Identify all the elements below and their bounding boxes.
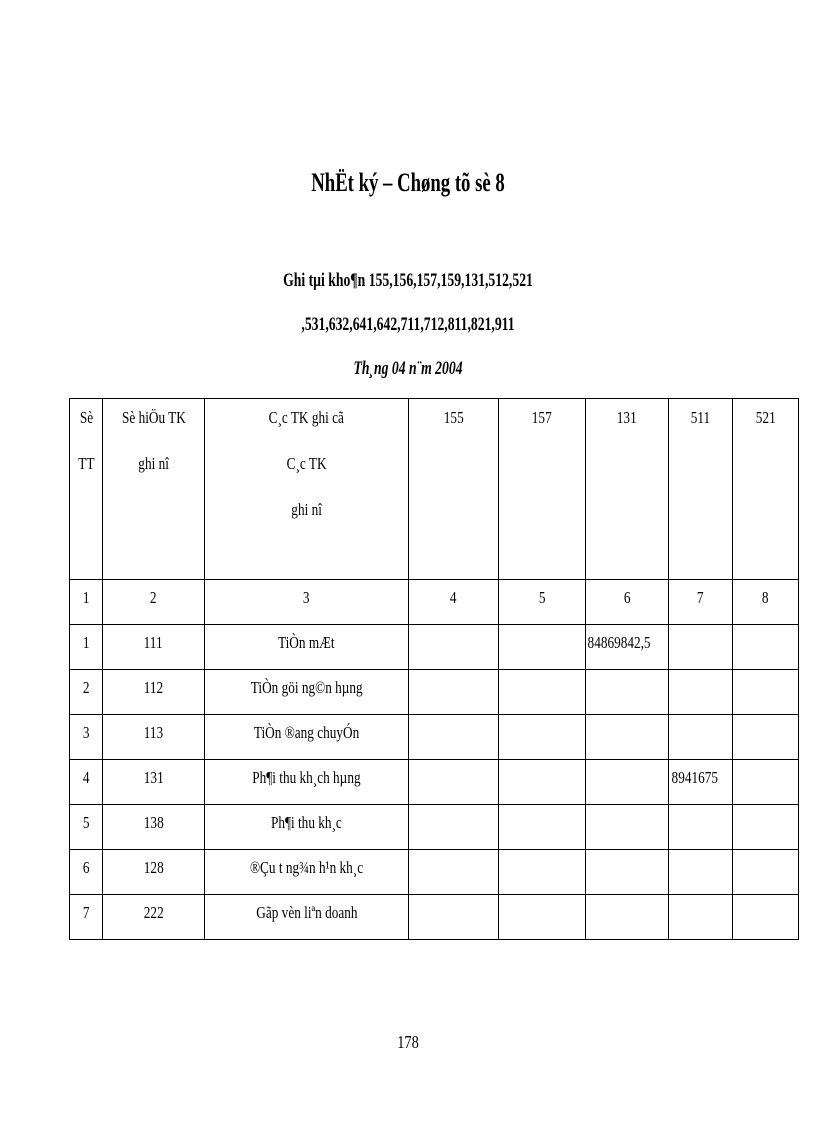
row-value-511: 8941675 [669, 760, 733, 805]
row-value-157 [499, 895, 586, 940]
row-value-157 [499, 670, 586, 715]
row-value-155 [409, 625, 499, 670]
period-label: Th¸ng 04 n¨m 2004 [353, 358, 463, 379]
column-number: 8 [733, 580, 799, 625]
table-row [70, 850, 799, 895]
row-account-number: 138 [103, 805, 205, 850]
column-number: 4 [409, 580, 499, 625]
row-account-number: 222 [103, 895, 205, 940]
row-account-name: TiÒn ®ang chuyÓn [205, 715, 409, 760]
row-value-157 [499, 625, 586, 670]
row-account-number: 128 [103, 850, 205, 895]
row-stt: 5 [70, 805, 103, 850]
header-account-157: 157 [499, 399, 586, 580]
column-number: 6 [586, 580, 669, 625]
row-stt: 2 [70, 670, 103, 715]
row-account-name: Ph¶i thu kh¸ch hµng [205, 760, 409, 805]
column-number-row [70, 580, 799, 625]
row-value-155 [409, 670, 499, 715]
journal-table [69, 398, 799, 940]
row-account-name: TiÒn mÆt [205, 625, 409, 670]
header-accounts-credit-debit: C¸c TK ghi cã C¸c TK ghi nî [205, 399, 409, 580]
row-value-521 [733, 715, 799, 760]
row-account-number: 113 [103, 715, 205, 760]
table-row [70, 625, 799, 670]
row-value-521 [733, 895, 799, 940]
subtitle-accounts-line-2: ,531,632,641,642,711,712,811,821,911 [301, 314, 515, 335]
table-row [70, 670, 799, 715]
row-value-155 [409, 760, 499, 805]
row-stt: 3 [70, 715, 103, 760]
header-account-131: 131 [586, 399, 669, 580]
row-value-131: 84869842,5 [586, 625, 669, 670]
row-value-131 [586, 805, 669, 850]
row-stt: 7 [70, 895, 103, 940]
page-number: 178 [397, 1032, 419, 1052]
row-value-511 [669, 895, 733, 940]
row-stt: 1 [70, 625, 103, 670]
header-account-511: 511 [669, 399, 733, 580]
row-value-521 [733, 625, 799, 670]
row-value-511 [669, 625, 733, 670]
row-stt: 4 [70, 760, 103, 805]
row-value-521 [733, 670, 799, 715]
header-account-number: Sè hiÖu TK ghi nî [103, 399, 205, 580]
row-value-511 [669, 670, 733, 715]
row-account-number: 111 [103, 625, 205, 670]
column-number: 1 [70, 580, 103, 625]
subtitle-accounts-line-1: Ghi tµi kho¶n 155,156,157,159,131,512,521 [283, 270, 533, 291]
row-value-157 [499, 760, 586, 805]
table-row [70, 805, 799, 850]
header-stt: Sè TT [70, 399, 103, 580]
row-value-155 [409, 895, 499, 940]
row-account-name: TiÒn göi ng©n hµng [205, 670, 409, 715]
column-number: 2 [103, 580, 205, 625]
row-value-157 [499, 805, 586, 850]
row-value-511 [669, 805, 733, 850]
row-value-131 [586, 895, 669, 940]
row-value-155 [409, 805, 499, 850]
row-value-131 [586, 760, 669, 805]
table-header-row [70, 399, 799, 580]
row-value-157 [499, 850, 586, 895]
table-row [70, 760, 799, 805]
row-value-155 [409, 850, 499, 895]
row-value-521 [733, 850, 799, 895]
row-stt: 6 [70, 850, 103, 895]
column-number: 5 [499, 580, 586, 625]
row-value-521 [733, 760, 799, 805]
row-account-number: 112 [103, 670, 205, 715]
row-value-157 [499, 715, 586, 760]
header-account-521: 521 [733, 399, 799, 580]
table-row [70, 715, 799, 760]
document-title: NhËt ký – Chøng tõ sè 8 [311, 168, 505, 197]
row-value-131 [586, 670, 669, 715]
row-value-155 [409, 715, 499, 760]
row-account-name: Ph¶i thu kh¸c [205, 805, 409, 850]
column-number: 7 [669, 580, 733, 625]
row-account-number: 131 [103, 760, 205, 805]
row-value-131 [586, 850, 669, 895]
row-value-511 [669, 850, 733, 895]
header-account-155: 155 [409, 399, 499, 580]
row-value-511 [669, 715, 733, 760]
row-account-name: Gãp vèn liªn doanh [205, 895, 409, 940]
column-number: 3 [205, 580, 409, 625]
table-row [70, 895, 799, 940]
row-value-131 [586, 715, 669, 760]
row-value-521 [733, 805, 799, 850]
row-account-name: ®Çu t ng¾n h¹n kh¸c [205, 850, 409, 895]
